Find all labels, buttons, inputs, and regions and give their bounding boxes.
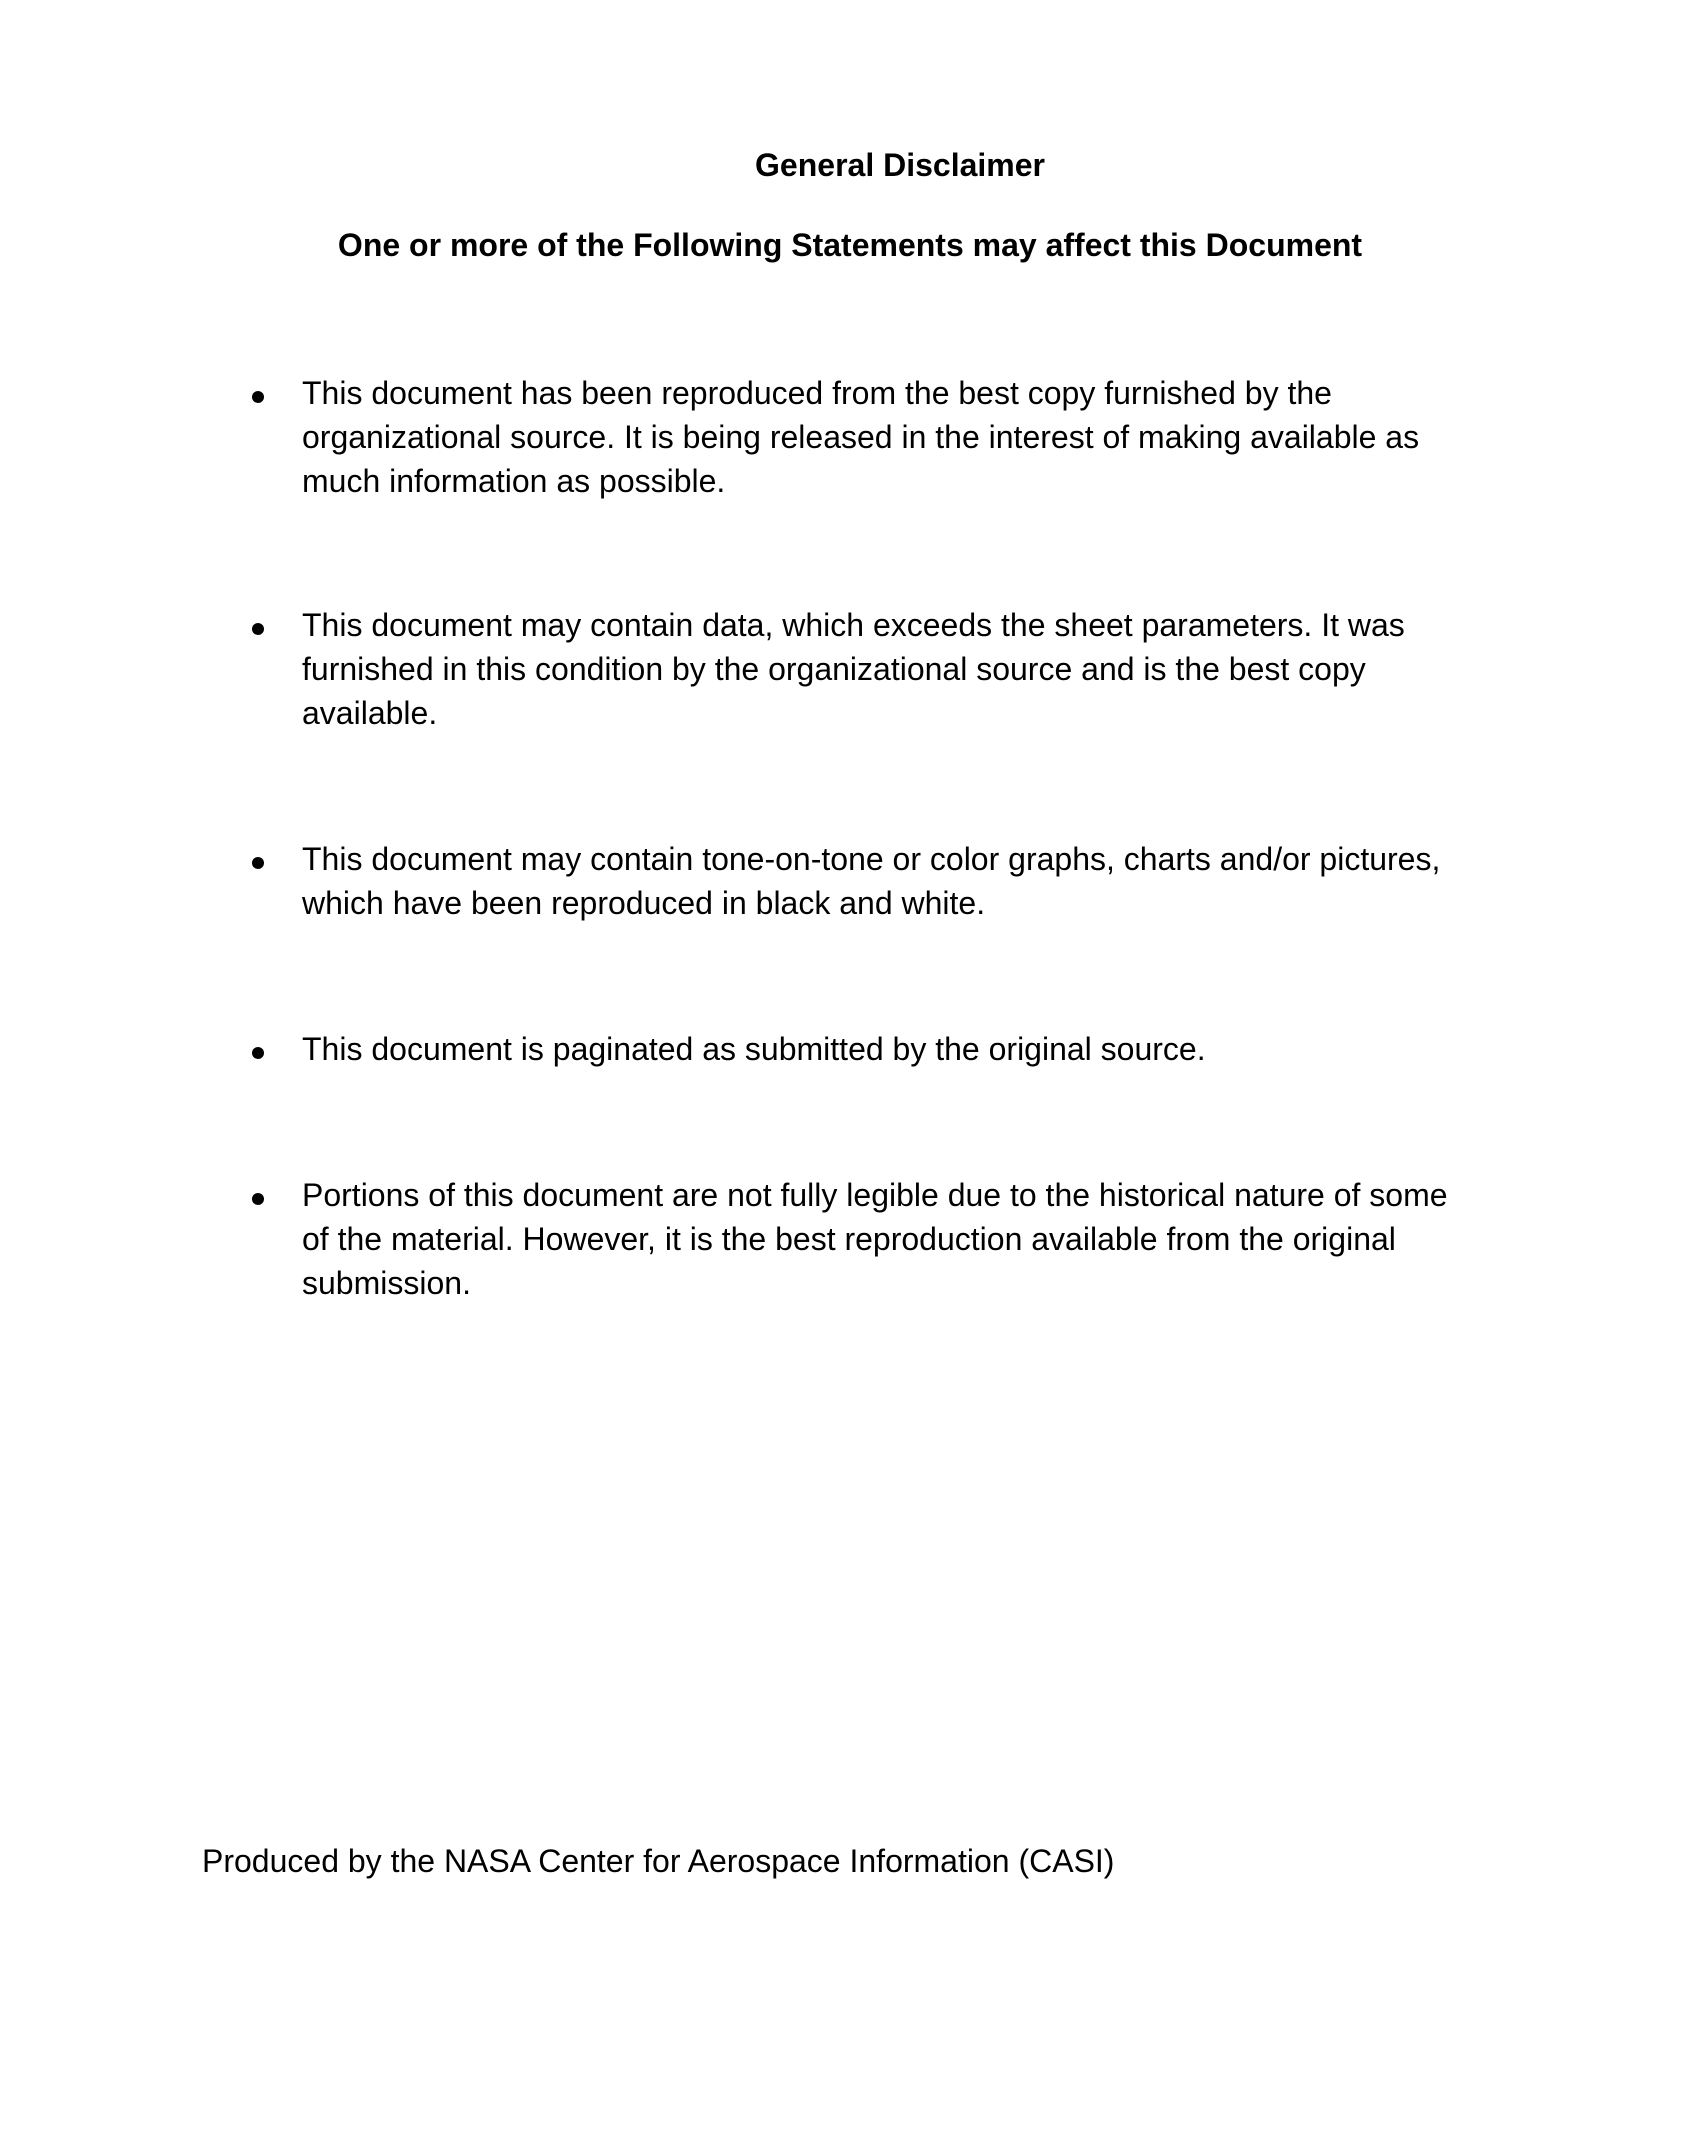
bullet-line: of the material. However, it is the best reproduction available from the original [302,1221,1396,1257]
bullet-line: This document may contain tone-on-tone or color graphs, charts and/or pictures, [302,841,1441,877]
bullet-dot-icon [252,1047,264,1059]
bullet-text [302,837,1440,925]
bullet-dot-icon [252,1193,264,1205]
bullet-line: organizational source. It is being released in the interest of making available as [302,419,1420,455]
bullet-line: which have been reproduced in black and white. [302,885,986,921]
bullet-line: much information as possible. [302,463,726,499]
bullet-text [302,1027,1206,1071]
bullet-text [302,371,1419,503]
bullet-dot-icon [252,391,264,403]
bullet-line: This document may contain data, which exceeds the sheet parameters. It was [302,607,1405,643]
page-subtitle: One or more of the Following Statements may affect this Document [337,227,1363,263]
producer-footer: Produced by the NASA Center for Aerospace Information (CASI) [202,1843,1115,1879]
bullet-dot-icon [252,623,264,635]
bullet-text [302,1173,1448,1305]
page-title: General Disclaimer [755,147,1045,183]
bullet-line: submission. [302,1265,471,1301]
bullet-text [302,603,1405,735]
bullet-line: This document is paginated as submitted by the original source. [302,1031,1206,1067]
bullet-dot-icon [252,857,264,869]
bullet-line: available. [302,695,438,731]
bullet-line: Portions of this document are not fully legible due to the historical nature of some [302,1177,1448,1213]
bullet-line: furnished in this condition by the organizational source and is the best copy [302,651,1366,687]
bullet-line: This document has been reproduced from the best copy furnished by the [302,375,1332,411]
